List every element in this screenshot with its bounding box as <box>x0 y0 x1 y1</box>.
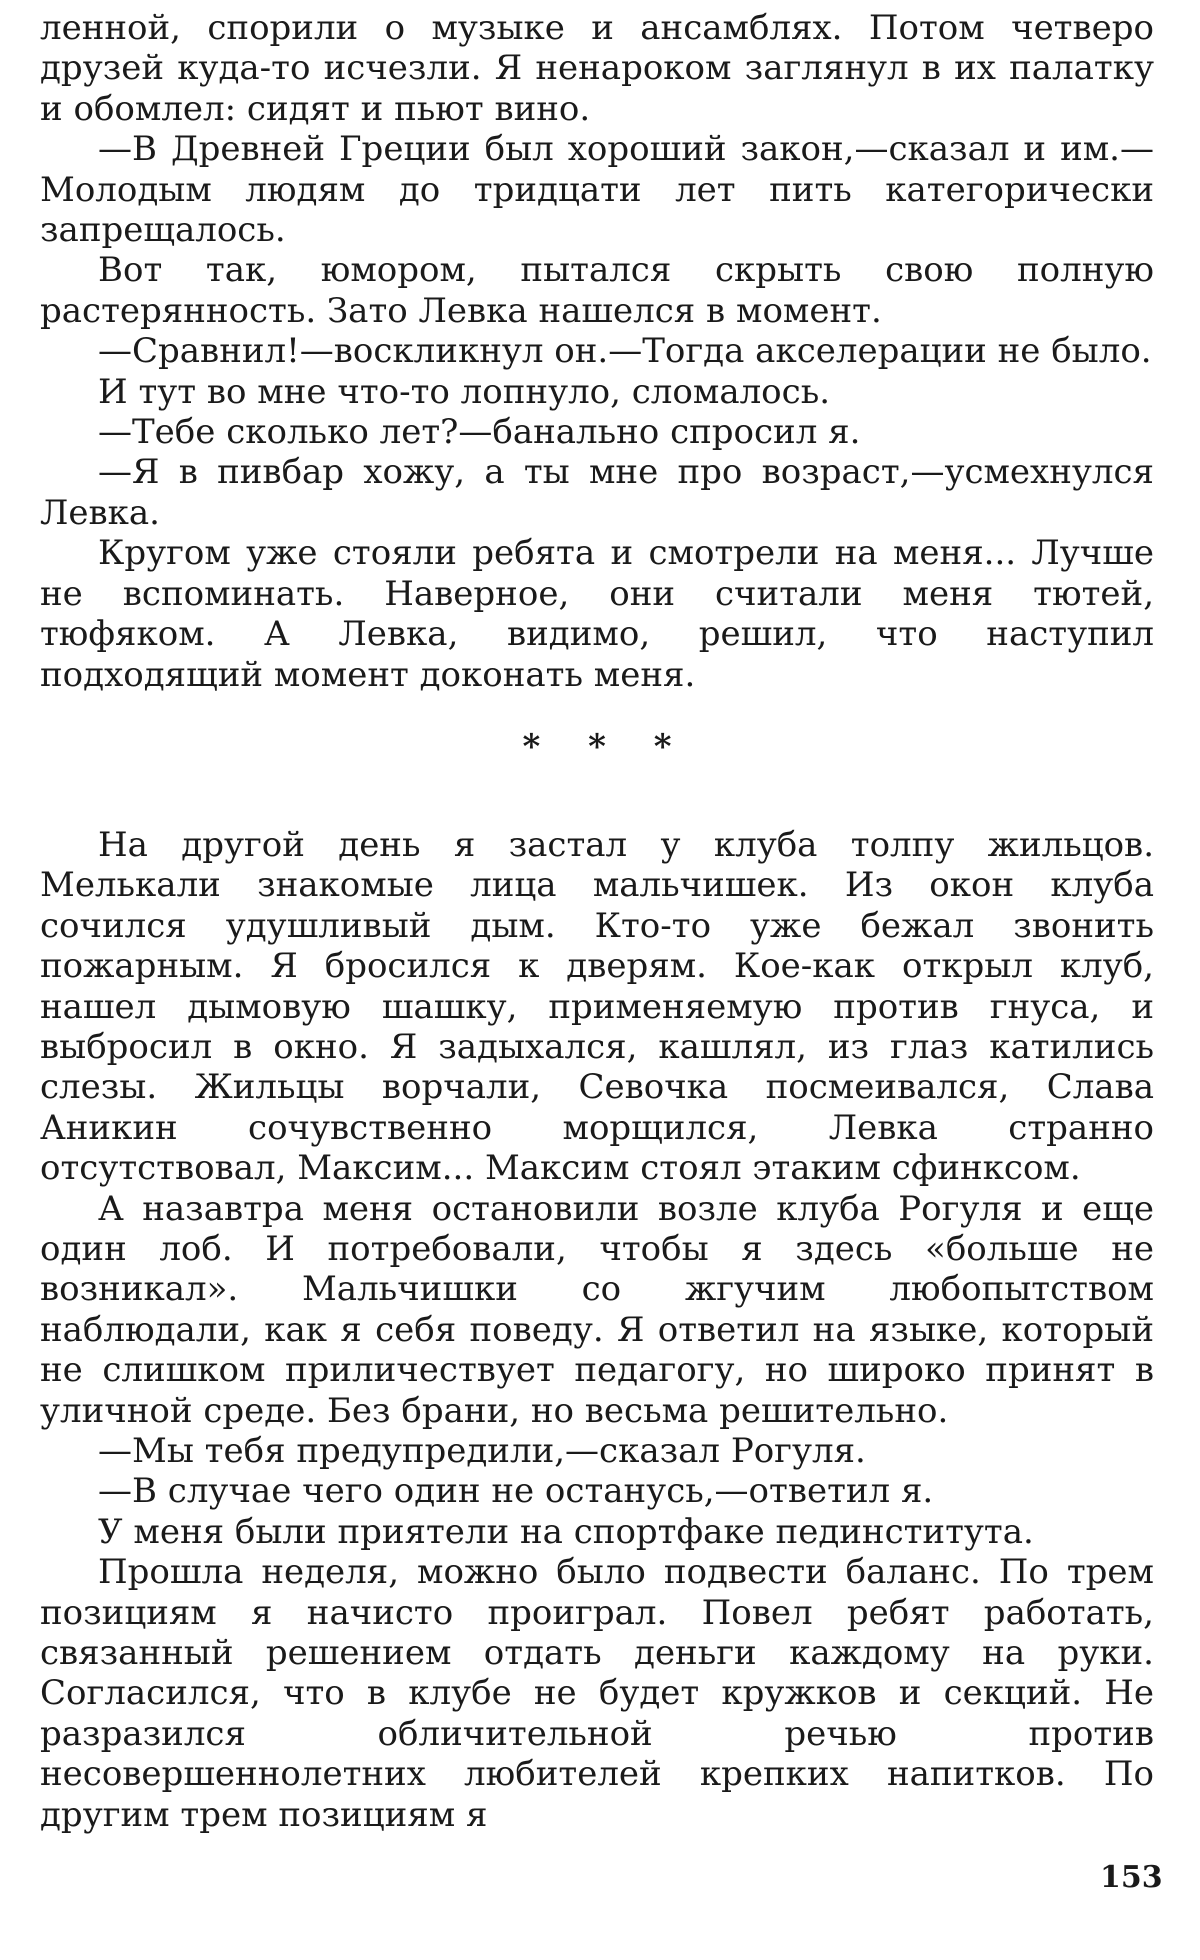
paragraph: На другой день я застал у клуба толпу жильцов. Мелькали знакомые лица мальчишек. Из окон клуба сочился удушливый дым. Кто-то уже бежал звонить пожарным. Я бросился к дверям. Кое-как открыл клуб, нашел дымовую шашку, применяемую против гнуса, и выбросил в окно. Я задыхался, кашлял, из глаз катились слезы. Жильцы ворчали, Севочка посмеивался, Слава Аникин сочувственно морщился, Левка странно отсутствовал, Максим... Максим стоял этаким сфинксом. <box>40 824 1154 1189</box>
paragraph: Кругом уже стояли ребята и смотрели на меня... Лучше не вспоминать. Наверное, они считали меня тютей, тюфяком. А Левка, видимо, решил, что наступил подходящий момент доконать меня. <box>40 533 1154 695</box>
page-number: 153 <box>1100 1860 1163 1895</box>
paragraph: У меня были приятели на спортфаке пединститута. <box>98 1511 1034 1552</box>
section-separator: * * * <box>522 726 690 767</box>
paragraph: —Я в пивбар хожу, а ты мне про возраст,—усмехнулся Левка. <box>40 452 1154 533</box>
paragraph: А назавтра меня остановили возле клуба Рогуля и еще один лоб. И потребовали, чтобы я здесь «больше не возникал». Мальчишки со жгучим любопытством наблюдали, как я себя поведу. Я ответил на языке, который не слишком приличествует педагогу, но широко принят в уличной среде. Без брани, но весьма решительно. <box>40 1188 1154 1431</box>
paragraph: —Мы тебя предупредили,—сказал Рогуля. <box>98 1431 866 1471</box>
paragraph: Прошла неделя, можно было подвести баланс. По трем позициям я начисто проиграл. Повел ребят работать, связанный решением отдать деньги каждому на руки. Согласился, что в клубе не будет кружков и секций. Не разразился обличительной речью против несовершеннолетних любителей крепких напитков. По другим трем позициям я <box>40 1552 1154 1835</box>
paragraph: Вот так, юмором, пытался скрыть свою полную растерянность. Зато Левка нашелся в момент. <box>40 250 1154 331</box>
paragraph: И тут во мне что-то лопнуло, сломалось. <box>98 371 831 412</box>
paragraph: ленной, спорили о музыке и ансамблях. Потом четверо друзей куда-то исчезли. Я ненароком заглянул в их палатку и обомлел: сидят и пьют вино. <box>40 8 1154 129</box>
paragraph: —В случае чего один не останусь,—ответил я. <box>98 1471 934 1512</box>
paragraph: —Сравнил!—воскликнул он.—Тогда акселерации не было. <box>98 331 1152 372</box>
paragraph: —В Древней Греции был хороший закон,—сказал и им.—Молодым людям до тридцати лет пить категорически запрещалось. <box>40 129 1154 251</box>
paragraph: —Тебе сколько лет?—банально спросил я. <box>98 412 861 453</box>
page-text <box>40 8 1154 1835</box>
